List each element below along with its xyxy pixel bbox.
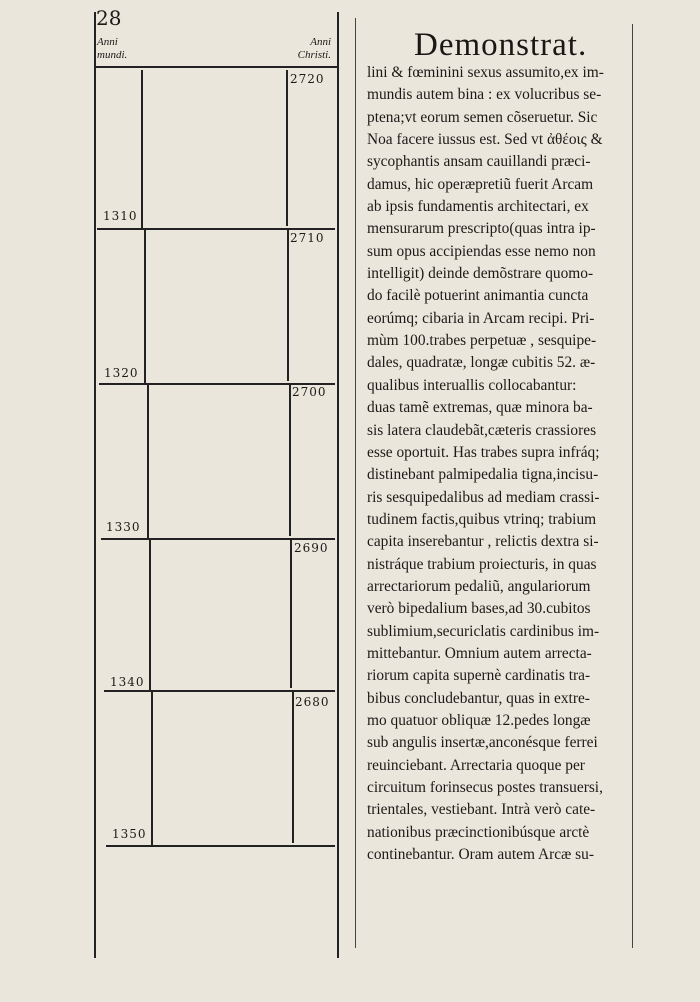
- anno-christi-value: 2700: [292, 385, 327, 399]
- text-line: mittebantur. Omnium autem arrecta-: [367, 644, 592, 662]
- text-line: sub angulis insertæ,anconésque ferrei: [367, 734, 598, 752]
- anno-mundi-value: 1350: [112, 827, 147, 841]
- text-line: sycophantis ansam cauillandi præci-: [367, 153, 591, 171]
- text-line: verò bipedalium bases,ad 30.cubitos: [367, 600, 591, 618]
- anni-mundi-header-line1: Anni: [97, 36, 118, 48]
- table-left-border: [94, 12, 96, 958]
- text-line: capita inserebantur , relictis dextra si-: [367, 533, 599, 551]
- row-divider: [106, 845, 335, 847]
- table-right-border: [337, 12, 339, 958]
- text-line: trientales, vestiebant. Intrà verò cate-: [367, 801, 596, 819]
- text-line: eorúmq; cibaria in Arcam recipi. Pri-: [367, 309, 595, 327]
- anno-mundi-value: 1310: [103, 209, 138, 223]
- row-inner-line-right: [290, 540, 292, 688]
- anni-christi-header: [285, 36, 331, 62]
- text-line: ris sesquipedalibus ad mediam crassi-: [367, 488, 600, 506]
- text-line: sis latera claudebãt,cæteris crassiores: [367, 421, 597, 439]
- row-inner-line-left: [141, 70, 143, 230]
- text-line: bibus concludebantur, quas in extre-: [367, 689, 590, 707]
- text-line: mo quatuor obliquæ 12.pedes longæ: [367, 711, 591, 729]
- anno-christi-value: 2720: [290, 72, 325, 86]
- anni-christi-header-line1: Anni: [310, 36, 331, 48]
- row-inner-line-left: [149, 540, 151, 692]
- text-line: esse oportuit. Has trabes supra infráq;: [367, 443, 600, 461]
- anno-mundi-value: 1330: [106, 520, 141, 534]
- row-inner-line-left: [147, 385, 149, 540]
- text-line: mensurarum prescripto(quas intra ip-: [367, 220, 596, 238]
- row-inner-line-right: [289, 385, 291, 536]
- text-line: Noa facere iussus est. Sed vt ἀθέοις &: [367, 131, 603, 149]
- text-line: reuinciebant. Arrectaria quoque per: [367, 756, 585, 774]
- row-divider: [101, 538, 335, 540]
- anni-mundi-header-line2: mundi.: [97, 49, 128, 61]
- text-line: ab ipsis fundamentis architectari, ex: [367, 198, 589, 216]
- text-line: nistráque trabium proiecturis, in quas: [367, 555, 597, 573]
- text-line: dales, quadratæ, longæ cubitis 52. æ-: [367, 354, 596, 372]
- row-inner-line-right: [286, 70, 288, 226]
- table-header-rule: [94, 66, 338, 68]
- row-inner-line-right: [287, 230, 289, 381]
- anni-mundi-header: [97, 36, 127, 62]
- text-line: sum opus accipiendas esse nemo non: [367, 242, 596, 260]
- row-inner-line-left: [151, 692, 153, 847]
- text-line: arrectariorum pedaliũ, angulariorum: [367, 577, 591, 595]
- text-line: distinebant palmipedalia tigna,incisu-: [367, 466, 599, 484]
- text-line: sublimium,securiclatis cardinibus im-: [367, 622, 600, 640]
- anno-christi-value: 2710: [290, 231, 325, 245]
- anno-christi-value: 2680: [295, 695, 330, 709]
- text-line: continebantur. Oram autem Arcæ su-: [367, 846, 594, 864]
- text-line: intelligit) deinde demõstrare quomo-: [367, 265, 594, 283]
- text-line: tudinem factis,quibus vtrinq; trabium: [367, 510, 597, 528]
- body-text: [367, 62, 643, 866]
- text-line: do facilè potuerint animantia cuncta: [367, 287, 589, 305]
- text-line: duas tamẽ extremas, quæ minora ba-: [367, 399, 593, 417]
- text-line: qualibus interuallis collocabantur:: [367, 376, 577, 394]
- text-left-rule: [355, 18, 356, 948]
- text-line: nationibus præcinctionibúsque arctè: [367, 823, 590, 841]
- anno-mundi-value: 1340: [110, 675, 145, 689]
- text-line: lini & fœminini sexus assumito,ex im-: [367, 64, 604, 81]
- text-line: riorum capita supernè cardinatis tra-: [367, 667, 591, 685]
- row-divider: [97, 228, 335, 230]
- text-line: mùm 100.trabes perpetuæ , sesquipe-: [367, 332, 597, 350]
- anno-mundi-value: 1320: [104, 366, 139, 380]
- page-number: 28: [96, 6, 122, 30]
- text-line: mundis autem bina : ex volucribus se-: [367, 86, 602, 104]
- anni-christi-header-line2: Christi.: [297, 49, 331, 61]
- text-line: ptena;vt eorum semen cõseruetur. Sic: [367, 108, 598, 126]
- text-line: damus, hic operæpretiũ fuerit Arcam: [367, 175, 594, 193]
- row-divider: [104, 690, 335, 692]
- text-line: circuitum forinsecus postes transuersi,: [367, 779, 603, 796]
- row-inner-line-right: [292, 692, 294, 843]
- anno-christi-value: 2690: [294, 541, 329, 555]
- running-head: Demonstrat.: [414, 27, 588, 63]
- row-inner-line-left: [144, 230, 146, 385]
